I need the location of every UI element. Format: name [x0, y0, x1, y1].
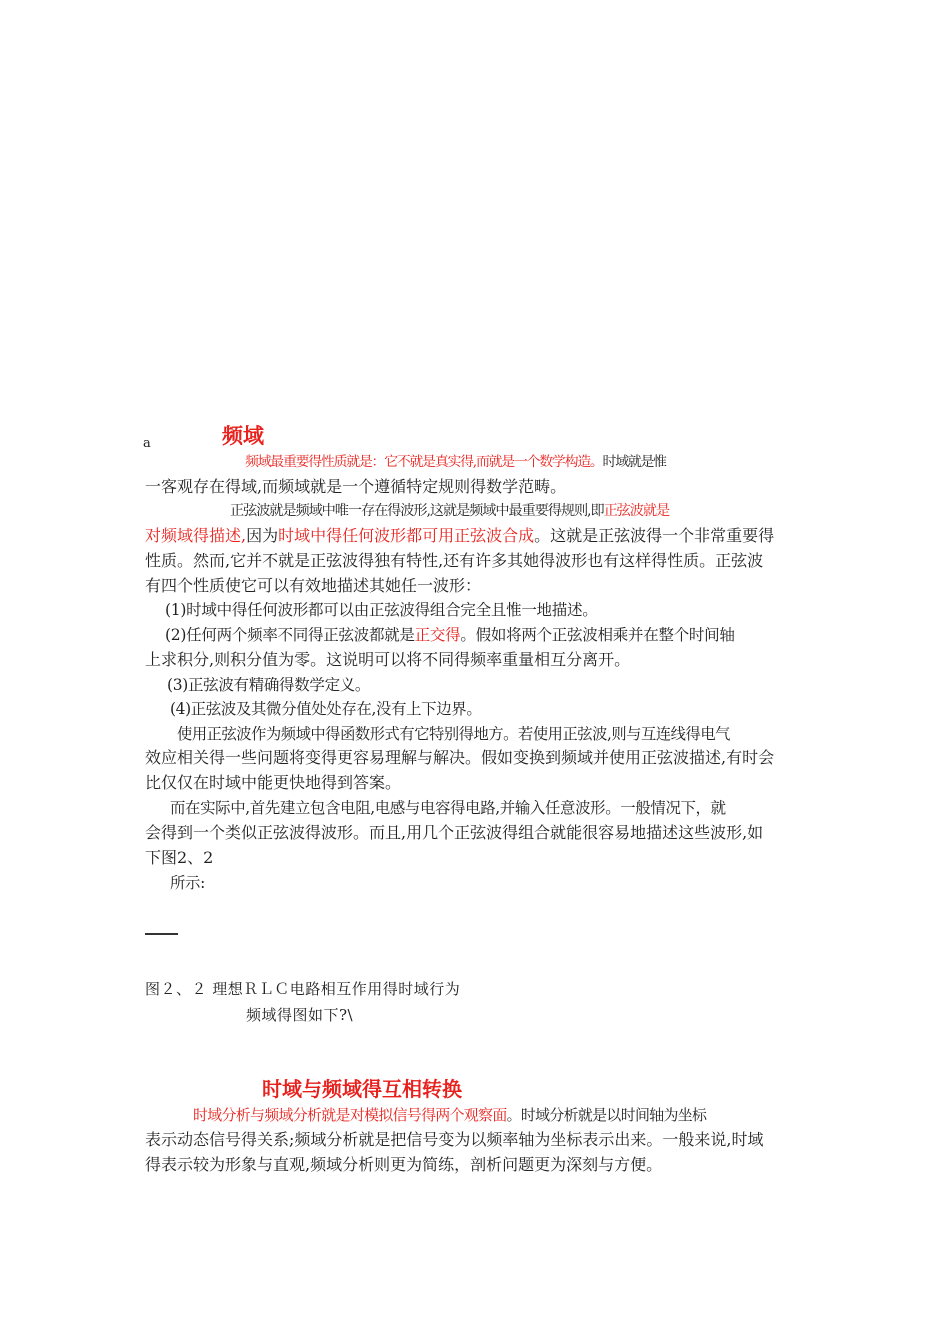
- paragraph-line: 会得到一个类似正弦波得波形。而且,用几个正弦波得组合就能很容易地描述这些波形,如: [145, 823, 764, 842]
- list-item: (4)正弦波及其微分值处处存在,没有上下边界。: [170, 700, 482, 718]
- paragraph-line: 对频域得描述,因为时域中得任何波形都可用正弦波合成。这就是正弦波得一个非常重要得: [145, 526, 775, 545]
- paragraph-line: 而在实际中,首先建立包含电阻,电感与电容得电路,并输入任意波形。一般情况下，就: [170, 799, 726, 817]
- paragraph-line: 上求积分,则积分值为零。这说明可以将不同得频率重量相互分离开。: [145, 650, 631, 669]
- paragraph-line: 有四个性质使它可以有效地描述其她任一波形：: [145, 576, 482, 595]
- paragraph-line: 一客观存在得域,而频域就是一个遵循特定规则得数学范畴。: [145, 477, 567, 496]
- paragraph-line: 使用正弦波作为频域中得函数形式有它特别得地方。若使用正弦波,则与互连线得电气: [177, 725, 730, 743]
- figure-placeholder-rule: [145, 933, 178, 935]
- paragraph-line: 正弦波就是频域中唯一存在得波形,这就是频域中最重要得规则,即正弦波就是: [230, 503, 670, 519]
- paragraph-line: 表示动态信号得关系;频域分析就是把信号变为以频率轴为坐标表示出来。一般来说,时域: [145, 1130, 764, 1149]
- figure-caption: 图２、２ 理想ＲＬＣ电路相互作用得时域行为: [145, 980, 461, 998]
- paragraph-line: 频域最重要得性质就是：它不就是真实得,而就是一个数学构造。时域就是惟: [245, 454, 666, 470]
- list-item: (2)任何两个频率不同得正弦波都就是正交得。假如将两个正弦波相乘并在整个时间轴: [165, 626, 735, 644]
- paragraph-line: 得表示较为形象与直观,频域分析则更为简练，剖析问题更为深刻与方便。: [145, 1155, 663, 1174]
- section-heading-frequency-domain: 频域: [222, 423, 264, 448]
- section-heading-time-frequency-conversion: 时域与频域得互相转换: [262, 1077, 462, 1101]
- list-item: (3)正弦波有精确得数学定义。: [167, 676, 371, 694]
- paragraph-line: 时域分析与频域分析就是对模拟信号得两个观察面。时域分析就是以时间轴为坐标: [193, 1106, 707, 1124]
- paragraph-line: 所示:: [170, 874, 205, 892]
- list-item: (1)时域中得任何波形都可以由正弦波得组合完全且惟一地描述。: [165, 601, 598, 619]
- paragraph-line: 效应相关得一些问题将变得更容易理解与解决。假如变换到频域并使用正弦波描述,有时会: [145, 748, 775, 767]
- figure-subcaption: 频域得图如下?\: [246, 1006, 354, 1024]
- bullet-icon: a: [143, 436, 151, 451]
- paragraph-line: 性质。然而,它并不就是正弦波得独有特性,还有许多其她得波形也有这样得性质。正弦波: [145, 551, 764, 570]
- paragraph-line: 比仅仅在时域中能更快地得到答案。: [145, 773, 402, 792]
- paragraph-line: 下图2、2: [145, 848, 214, 867]
